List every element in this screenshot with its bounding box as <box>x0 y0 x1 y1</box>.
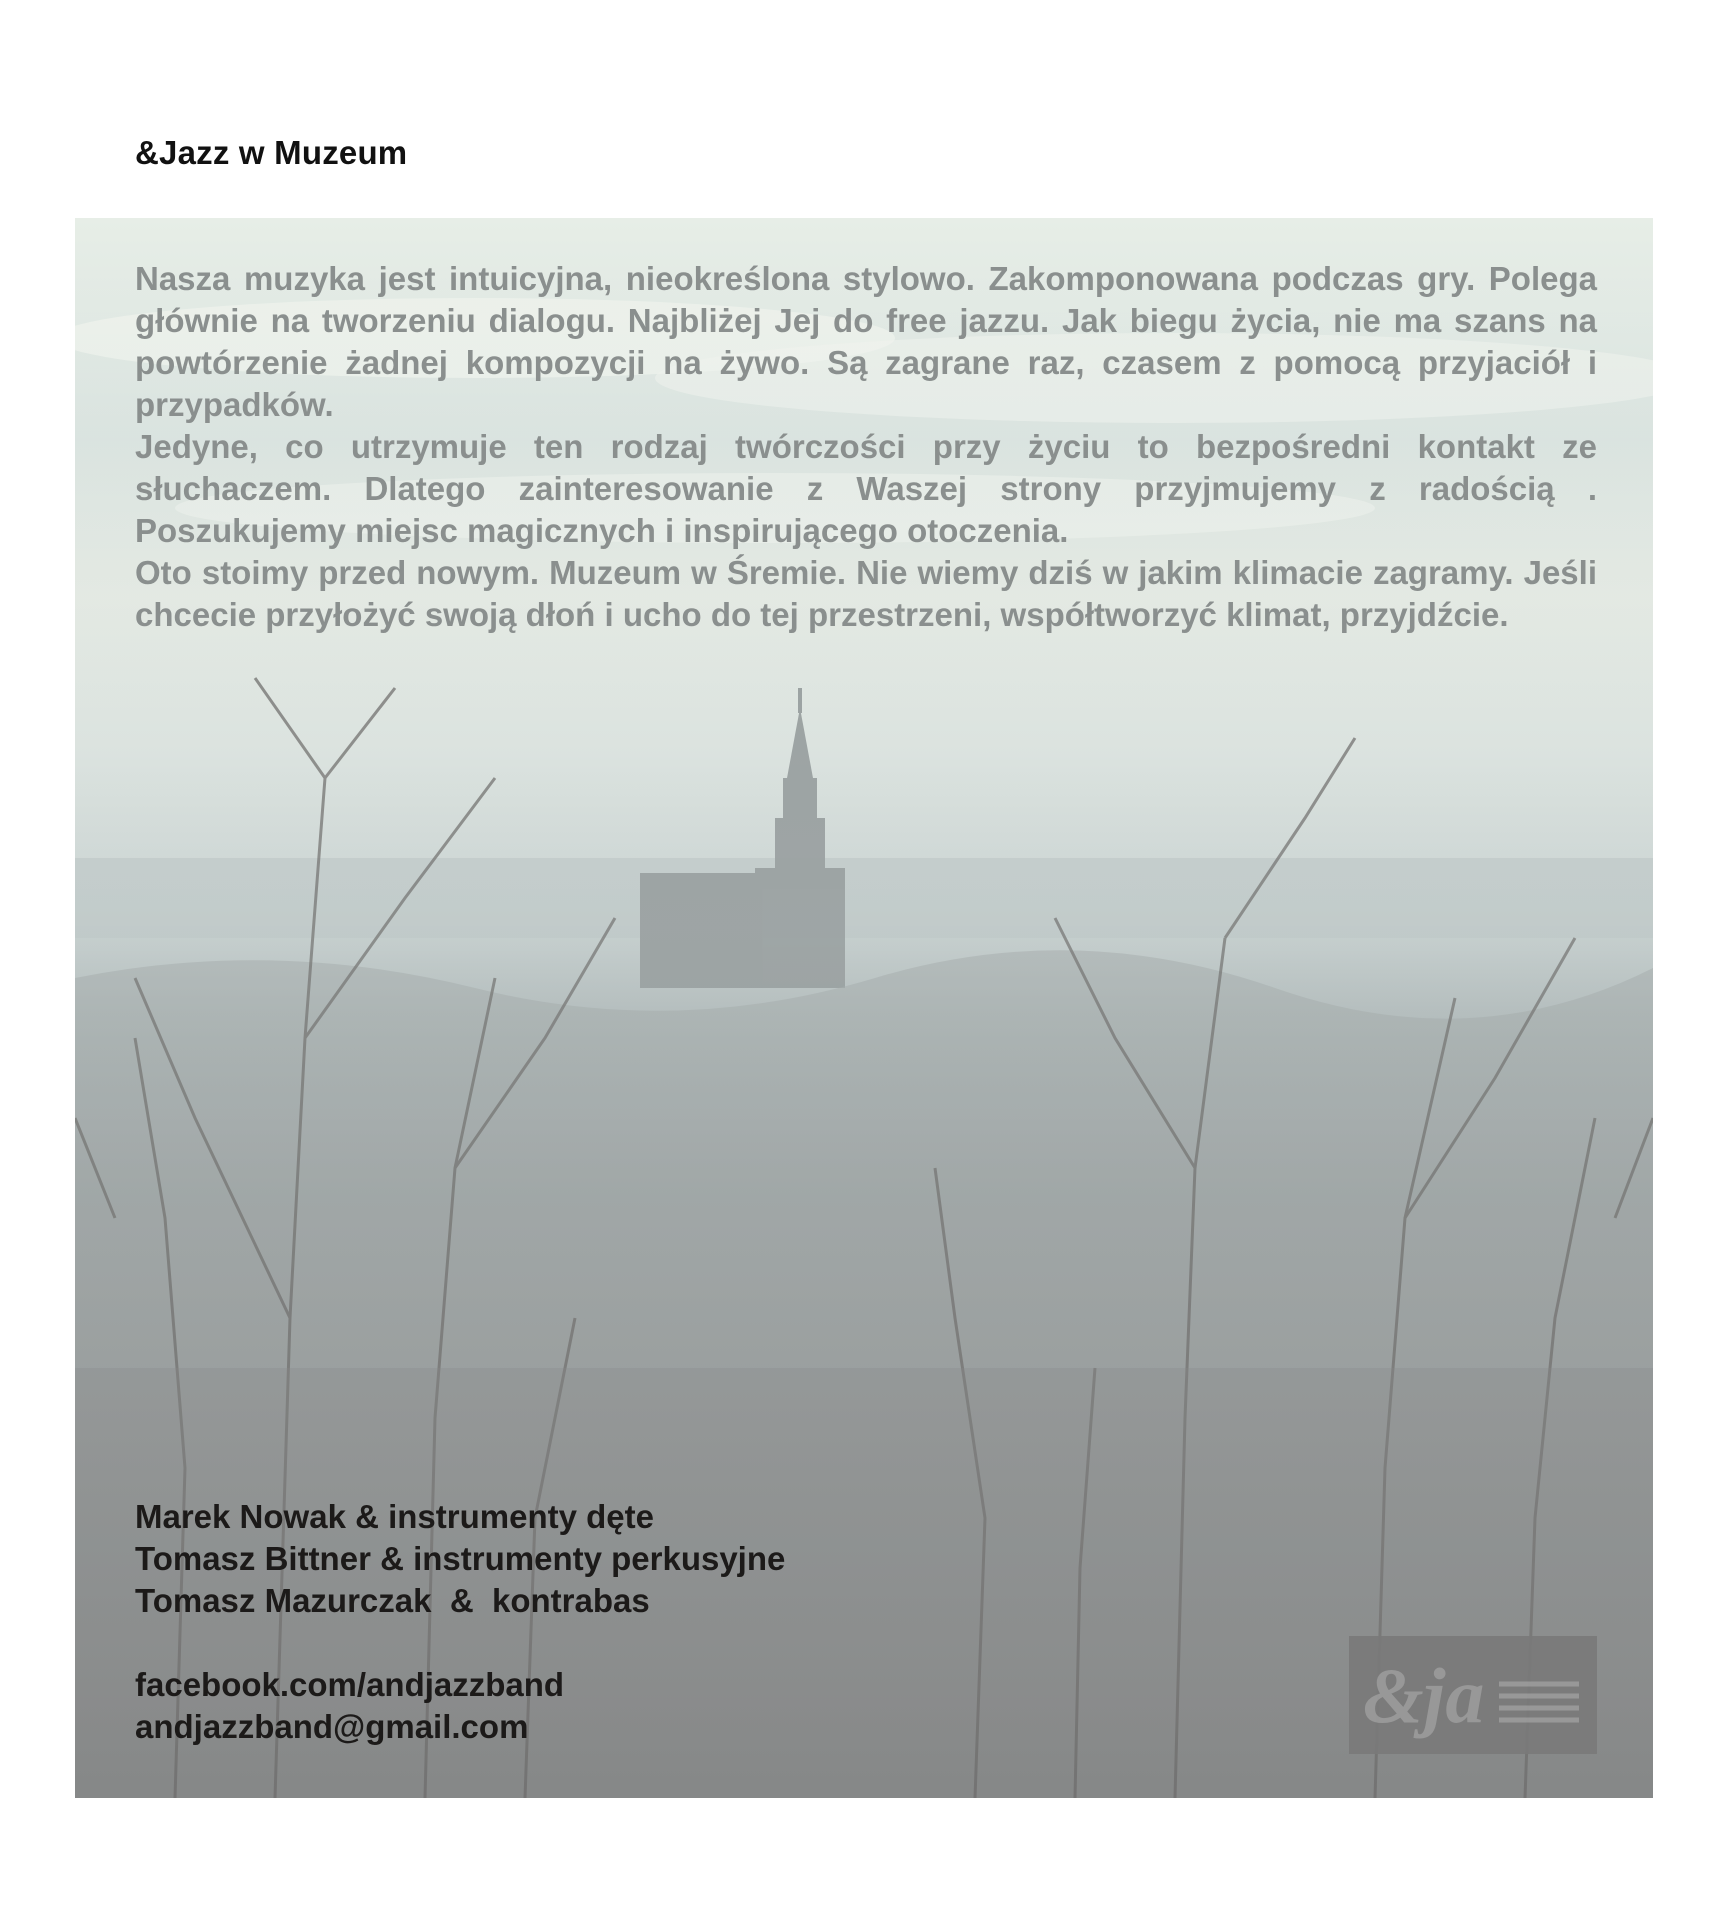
band-logo <box>1349 1636 1597 1754</box>
logo-stripes-icon <box>1499 1684 1579 1720</box>
page-title: &Jazz w Muzeum <box>135 134 408 171</box>
description-paragraph: Oto stoimy przed nowym. Muzeum w Śremie. Nie wiemy dziś w jakim klimacie zagramy. Jeśli chcecie przyłożyć swoją dłoń i ucho do tej przestrzeni, współtworzyć klimat, przyjdźcie. <box>135 554 1597 633</box>
logo-mark <box>1349 1636 1597 1754</box>
facebook-link[interactable]: facebook.com/andjazzband <box>135 1666 565 1703</box>
contact-info <box>135 1664 564 1748</box>
email-link[interactable]: andjazzband@gmail.com <box>135 1708 529 1745</box>
band-member: Tomasz Bittner & instrumenty perkusyjne <box>135 1540 786 1577</box>
description-paragraph: Jedyne, co utrzymuje ten rodzaj twórczości przy życiu to bezpośredni kontakt ze słuchaczem. Dlatego zainteresowanie z Waszej strony przyjmujemy z radością . Poszukujemy miejsc magicznych i inspirującego otoczenia. <box>135 428 1597 549</box>
band-member: Marek Nowak & instrumenty dęte <box>135 1498 654 1535</box>
background-photo <box>75 218 1653 1798</box>
description-paragraph: Nasza muzyka jest intuicyjna, nieokreślona stylowo. Zakomponowana podczas gry. Polega głównie na tworzeniu dialogu. Najbliżej Jej do free jazzu. Jak biegu życia, nie ma szans na powtórzenie żadnej kompozycji na żywo. Są zagrane raz, czasem z pomocą przyjaciół i przypadków. <box>135 260 1597 423</box>
band-member: Tomasz Mazurczak & kontrabas <box>135 1582 650 1619</box>
description-text <box>135 258 1597 636</box>
band-members <box>135 1496 785 1622</box>
logo-text: &ja <box>1363 1652 1485 1739</box>
